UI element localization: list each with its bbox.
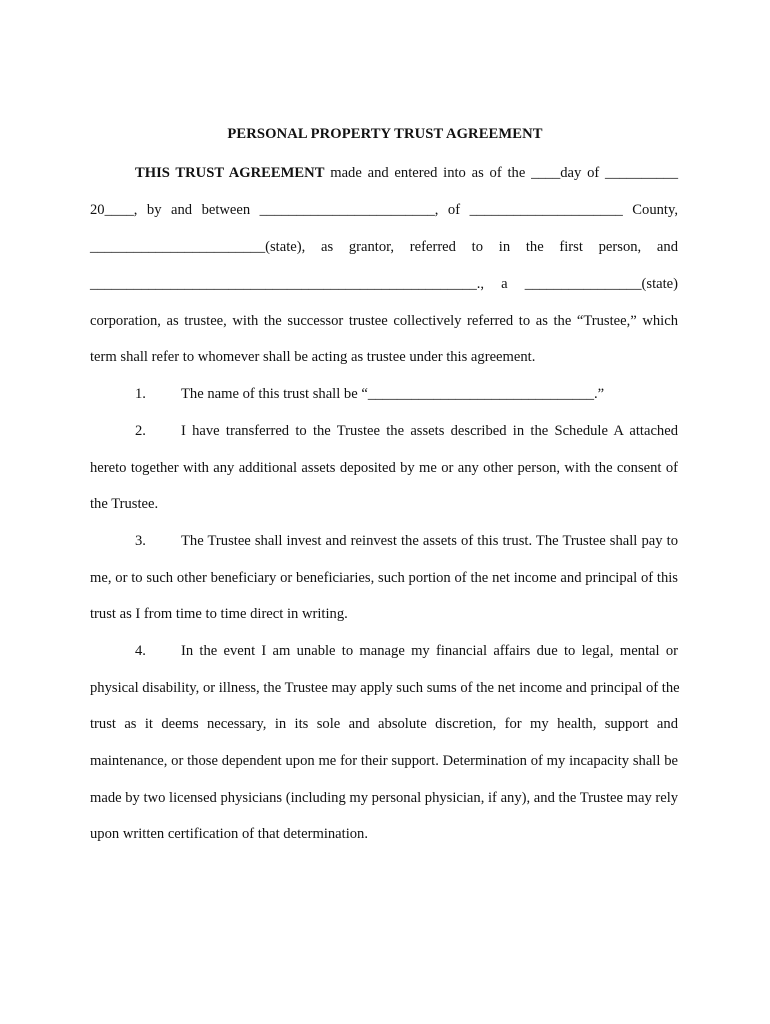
item-1-number: 1. [135,386,146,402]
item-3-first-line: The Trustee shall invest and reinvest the assets of this trust. The Trustee shall pay to [181,533,678,549]
body-line-3: ________________________(state), as grantor, referred to in the first person, and [90,239,678,255]
body-line-6: term shall refer to whomever shall be acting as trustee under this agreement. [90,349,536,365]
item-1-text: The name of this trust shall be “_______________________________.” [181,386,605,402]
item-2-number: 2. [135,423,146,439]
item-4-line-5: made by two licensed physicians (including my personal physician, if any), and the Trustee may rely [90,790,679,806]
item-4-line-4: maintenance, or those dependent upon me for their support. Determination of my incapacity shall be [90,753,678,769]
item-3-line-3: trust as I from time to time direct in writing. [90,606,348,622]
item-4-line-3: trust as it deems necessary, in its sole and absolute discretion, for my health, support and [90,716,678,732]
item-4-line-6: upon written certification of that determination. [90,826,369,842]
intro-rest-text: made and entered into as of the ____day of __________ [330,165,679,181]
intro-line [135,164,678,182]
document-title: PERSONAL PROPERTY TRUST AGREEMENT [227,126,543,142]
item-2-line-3: the Trustee. [90,496,159,512]
item-4-line-2: physical disability, or illness, the Trustee may apply such sums of the net income and principal of the [90,680,680,696]
item-2-line-2: hereto together with any additional assets deposited by me or any other person, with the consent of [90,460,678,476]
body-line-5: corporation, as trustee, with the successor trustee collectively referred to as the “Trustee,” which [90,313,678,329]
item-4-number: 4. [135,643,146,659]
item-3-line-2: me, or to such other beneficiary or beneficiaries, such portion of the net income and principal of this [90,570,678,586]
item-2-first-line: I have transferred to the Trustee the assets described in the Schedule A attached [181,423,678,439]
intro-bold-text: THIS TRUST AGREEMENT [135,165,325,181]
body-line-2: 20____, by and between ________________________, of _____________________ County, [90,202,678,218]
body-line-4: _____________________________________________________., a ________________(state) [90,276,678,292]
item-3-number: 3. [135,533,146,549]
item-4-first-line: In the event I am unable to manage my financial affairs due to legal, mental or [181,643,678,659]
